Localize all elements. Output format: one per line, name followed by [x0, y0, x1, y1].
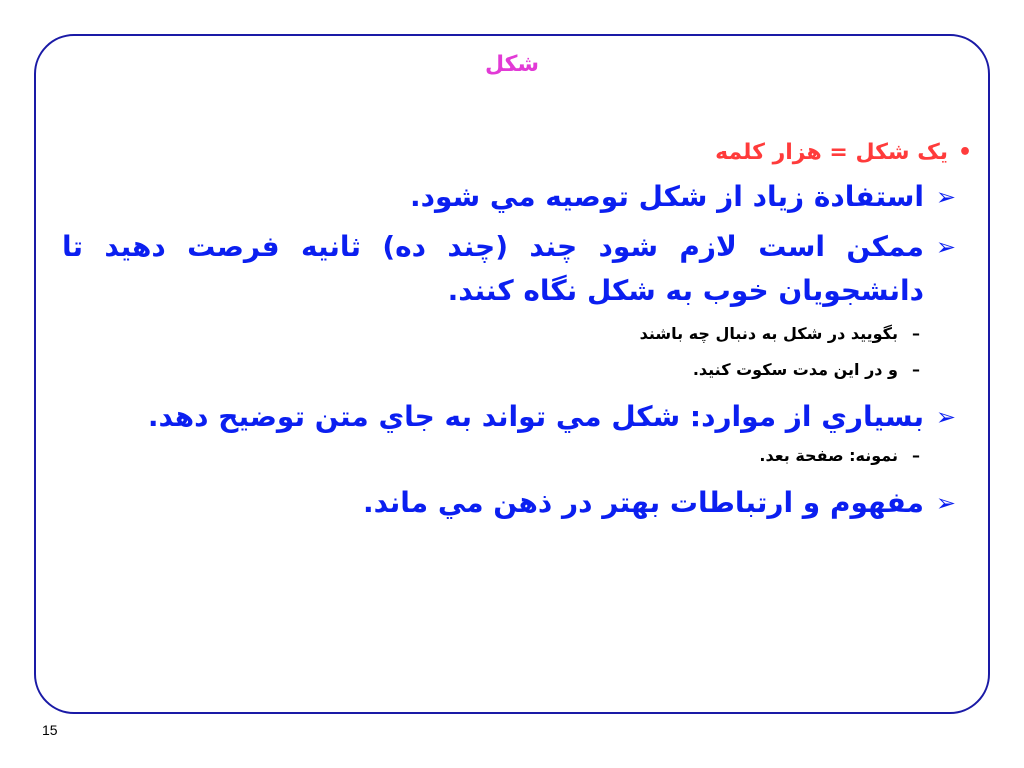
- dash-bullet-icon: –: [912, 324, 920, 343]
- bullet-dot-icon: •: [957, 140, 972, 165]
- slide-content: [62, 140, 972, 531]
- bullet-heading: [62, 140, 972, 165]
- sub-item-3-1: [62, 445, 972, 467]
- arrow-bullet-icon: ➢: [935, 489, 956, 517]
- list-item-1-text: استفادة زياد از شکل توصيه مي شود.: [410, 180, 924, 213]
- bullet-heading-text: يک شکل = هزار کلمه: [715, 140, 948, 165]
- arrow-bullet-icon: ➢: [935, 403, 956, 431]
- list-item-3: [62, 395, 972, 439]
- list-item-3-text: بسياري از موارد: شکل مي تواند به جاي متن توضيح دهد.: [147, 400, 924, 433]
- sub-item-3-1-text: نمونه: صفحة بعد.: [759, 446, 898, 465]
- list-item-1: [62, 175, 972, 219]
- sub-item-2-2: [62, 359, 972, 381]
- dash-bullet-icon: –: [912, 446, 920, 465]
- dash-bullet-icon: –: [912, 360, 920, 379]
- list-item-2-text: ممکن است لازم شود چند (چند ده) ثانيه فرصت دهيد تا دانشجويان خوب به شکل نگاه کنند.: [62, 230, 924, 307]
- arrow-bullet-icon: ➢: [935, 233, 956, 261]
- slide-title: شکل: [484, 52, 540, 77]
- sub-item-2-2-text: و در اين مدت سکوت کنيد.: [692, 360, 898, 379]
- sub-item-2-1: [62, 323, 972, 345]
- page-number: 15: [42, 722, 58, 738]
- arrow-bullet-icon: ➢: [935, 183, 956, 211]
- sub-item-2-1-text: بگوييد در شکل به دنبال چه باشند: [639, 324, 898, 343]
- list-item-2: [62, 225, 972, 313]
- list-item-4: [62, 481, 972, 525]
- list-item-4-text: مفهوم و ارتباطات بهتر در ذهن مي ماند.: [362, 486, 924, 519]
